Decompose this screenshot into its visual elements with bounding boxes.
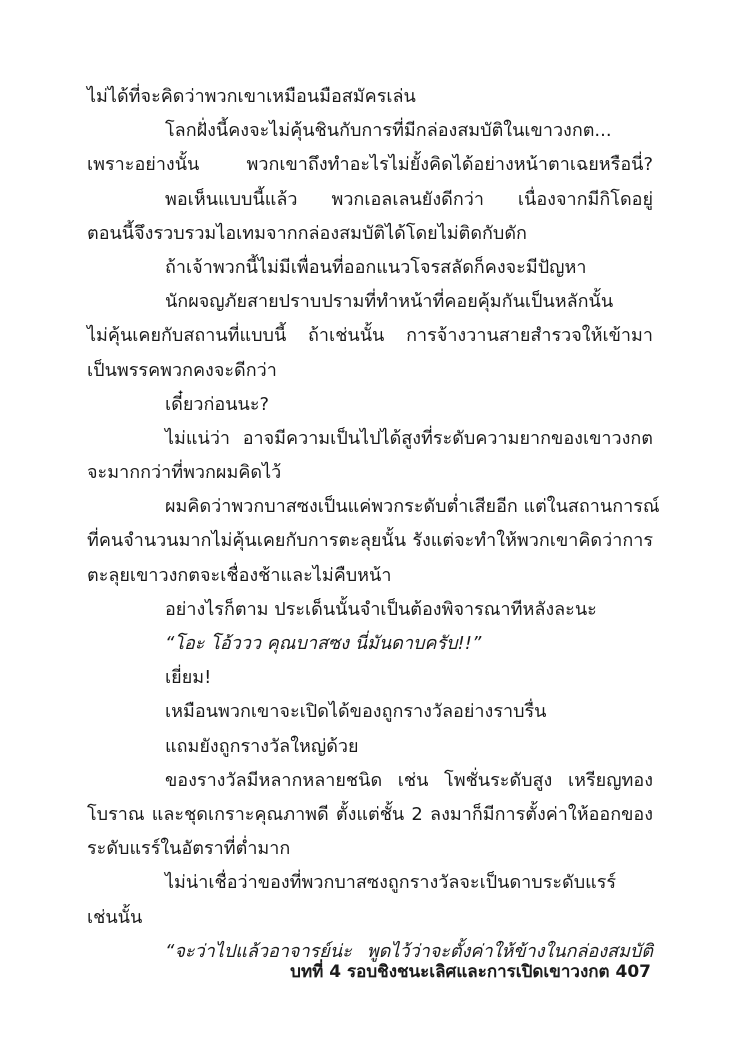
text-line: โลกฝั่งนี้คงจะไม่คุ้นชินกับการที่มีกล่องสมบัติในเขาวงกต... [165, 120, 612, 142]
text-line: ไม่แน่ว่า อาจมีความเป็นไปได้สูงที่ระดับความยากของเขาวงกต [165, 427, 653, 449]
text-line: อย่างไรก็ตาม ประเด็นนั้นจำเป็นต้องพิจารณาทีหลังละนะ [165, 598, 597, 620]
running-footer: บทที่ 4 รอบชิงชนะเลิศและการเปิดเขาวงกต 407 [290, 962, 651, 982]
text-line: เหมือนพวกเขาจะเปิดได้ของถูกรางวัลอย่างราบรื่น [165, 701, 547, 723]
text-line: ผมคิดว่าพวกบาสซงเป็นแค่พวกระดับต่ำเสียอีก แต่ในสถานการณ์ [165, 496, 660, 518]
text-line: ตะลุยเขาวงกตจะเชื่องช้าและไม่คืบหน้า [87, 564, 392, 586]
text-line: ไม่น่าเชื่อว่าของที่พวกบาสซงถูกรางวัลจะเป็นดาบระดับแรร์ [165, 872, 617, 894]
text-line: เดี๋ยวก่อนนะ? [165, 393, 270, 415]
text-line: เยี่ยม! [165, 667, 212, 689]
text-line: ไม่ได้ที่จะคิดว่าพวกเขาเหมือนมือสมัครเล่น [87, 86, 416, 107]
text-line: ที่คนจำนวนมากไม่คุ้นเคยกับการตะลุยนั้น รังแต่จะทำให้พวกเขาคิดว่าการ [87, 530, 653, 552]
text-line: เช่นนั้น [87, 906, 143, 928]
text-line: นักผจญภัยสายปราบปรามที่ทำหน้าที่คอยคุ้มกันเป็นหลักนั้น [165, 291, 614, 313]
text-line: ไม่คุ้นเคยกับสถานที่แบบนี้ ถ้าเช่นนั้น การจ้างวานสายสำรวจให้เข้ามา [87, 325, 653, 347]
body-text [87, 80, 660, 969]
text-line: จะมากกว่าที่พวกผมคิดไว้ [87, 462, 282, 484]
text-line: ของรางวัลมีหลากหลายชนิด เช่น โพชั่นระดับสูง เหรียญทอง [165, 769, 653, 791]
dialogue-line: “โอะ โอ้ววว คุณบาสซง นี่มันดาบครับ!!” [165, 633, 482, 654]
text-line: ถ้าเจ้าพวกนี้ไม่มีเพื่อนที่ออกแนวโจรสลัดก็คงจะมีปัญหา [165, 256, 587, 278]
text-line: เป็นพรรคพวกคงจะดีกว่า [87, 359, 277, 381]
dialogue-line: “จะว่าไปแล้วอาจารย์น่ะ พูดไว้ว่าจะตั้งค่าให้ข้างในกล่องสมบัติ [165, 940, 653, 962]
text-line: พอเห็นแบบนี้แล้ว พวกเอลเลนยังดีกว่า เนื่องจากมีกิโดอยู่ [165, 188, 653, 210]
text-line: โบราณ และชุดเกราะคุณภาพดี ตั้งแต่ชั้น 2 ลงมาก็มีการตั้งค่าให้ออกของ [87, 803, 653, 825]
text-line: แถมยังถูกรางวัลใหญ่ด้วย [165, 735, 359, 757]
text-line: ระดับแรร์ในอัตราที่ต่ำมาก [87, 838, 291, 860]
text-line: เพราะอย่างนั้น พวกเขาถึงทำอะไรไม่ยั้งคิดได้อย่างหน้าตาเฉยหรือนี่? [87, 154, 653, 176]
text-line: ตอนนี้จึงรวบรวมไอเทมจากกล่องสมบัติได้โดยไม่ติดกับดัก [87, 222, 527, 244]
